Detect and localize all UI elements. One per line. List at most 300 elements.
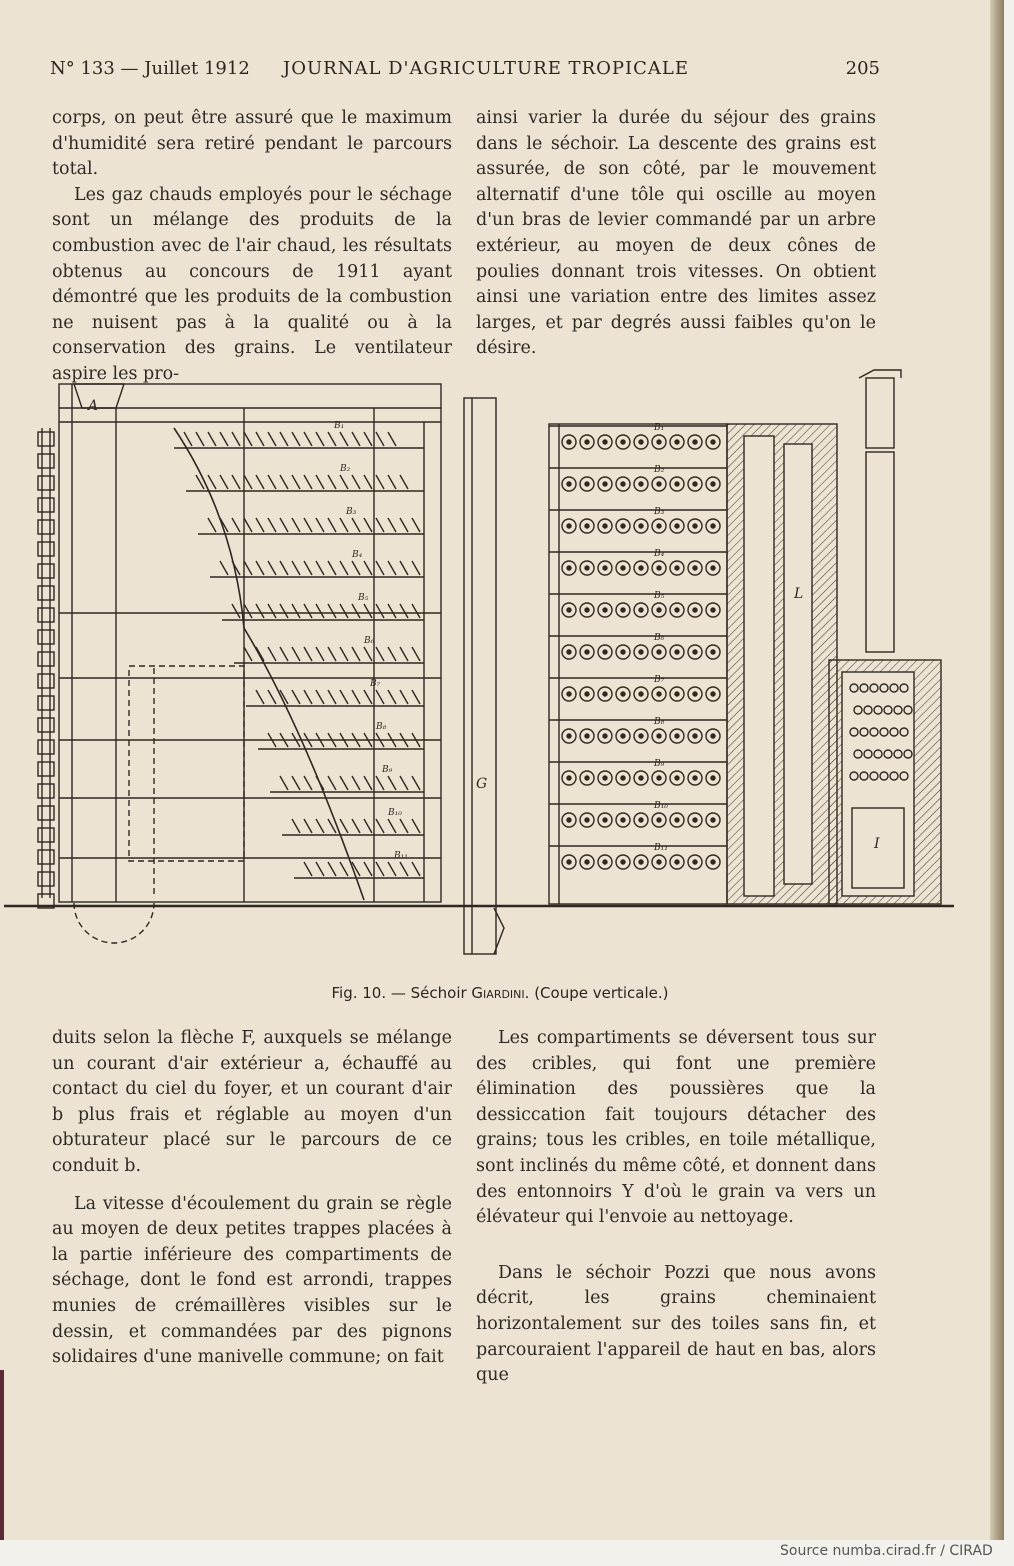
issue-date: N° 133 — Juillet 1912 — [50, 58, 250, 79]
baffle — [280, 776, 288, 790]
roller-axle — [603, 566, 607, 570]
baffle — [316, 475, 324, 489]
roller-axle — [675, 818, 679, 822]
roller-axle — [603, 608, 607, 612]
roller-axle — [603, 776, 607, 780]
baffle — [316, 518, 324, 532]
baffle — [232, 475, 240, 489]
roller-axle — [711, 650, 715, 654]
roller-axle — [603, 482, 607, 486]
roller-axle — [621, 734, 625, 738]
right-row-label: B₅ — [654, 591, 665, 601]
baffle — [292, 690, 300, 704]
roller-axle — [567, 650, 571, 654]
roller-axle — [585, 818, 589, 822]
roller-axle — [585, 692, 589, 696]
left-row-label: B₇ — [370, 679, 381, 689]
right-row-label: B₆ — [654, 633, 665, 643]
roller-axle — [657, 734, 661, 738]
binding-edge — [0, 1370, 4, 1540]
bottom-left-column — [52, 1026, 452, 1371]
right-row-label: B₂ — [654, 465, 665, 475]
roller-axle — [675, 776, 679, 780]
roller-axle — [621, 482, 625, 486]
chain-link — [38, 806, 54, 820]
roller-axle — [675, 860, 679, 864]
chain-link — [38, 520, 54, 534]
baffle — [256, 604, 264, 618]
roller-axle — [693, 482, 697, 486]
baffle — [316, 561, 324, 575]
left-row-label: B₉ — [382, 765, 393, 775]
left-row-label: B₃ — [346, 507, 357, 517]
baffle — [304, 604, 312, 618]
roller-axle — [639, 776, 643, 780]
baffle — [400, 819, 408, 833]
baffle — [376, 647, 384, 661]
baffle — [388, 647, 396, 661]
roller-axle — [567, 608, 571, 612]
left-row-label: B₁ — [334, 421, 345, 431]
top-left-column — [52, 106, 452, 388]
baffle — [220, 561, 228, 575]
roller-axle — [639, 524, 643, 528]
baffle — [244, 518, 252, 532]
roller-axle — [693, 608, 697, 612]
baffle — [244, 561, 252, 575]
baffle — [376, 862, 384, 876]
baffle — [244, 432, 252, 446]
baffle — [304, 561, 312, 575]
roller-axle — [603, 860, 607, 864]
left-row-label: B₄ — [352, 550, 363, 560]
roller-axle — [675, 692, 679, 696]
baffle — [316, 432, 324, 446]
roller-axle — [567, 818, 571, 822]
roller-axle — [639, 440, 643, 444]
baffle — [268, 475, 276, 489]
roller-axle — [639, 566, 643, 570]
left-row-label: B₁₁ — [394, 851, 408, 861]
baffle — [244, 475, 252, 489]
baffle — [304, 475, 312, 489]
baffle — [208, 432, 216, 446]
roller-axle — [675, 608, 679, 612]
baffle — [304, 647, 312, 661]
baffle — [328, 475, 336, 489]
baffle — [340, 475, 348, 489]
baffle — [196, 432, 204, 446]
baffle — [316, 862, 324, 876]
baffle — [316, 690, 324, 704]
running-header — [50, 58, 880, 88]
right-row-label: B₃ — [654, 507, 665, 517]
baffle — [376, 690, 384, 704]
baffle — [376, 604, 384, 618]
roller-axle — [585, 482, 589, 486]
baffle — [220, 475, 228, 489]
baffle — [316, 647, 324, 661]
roller-axle — [711, 734, 715, 738]
chain-link — [38, 498, 54, 512]
baffle — [340, 647, 348, 661]
roller-axle — [567, 440, 571, 444]
roller-axle — [585, 650, 589, 654]
baffle — [352, 776, 360, 790]
chain-link — [38, 476, 54, 490]
baffle — [376, 475, 384, 489]
caption-suffix: . (Coupe verticale.) — [524, 984, 669, 1002]
baffle — [340, 604, 348, 618]
chain-link — [38, 652, 54, 666]
caption-name: Giardini — [471, 984, 525, 1002]
left-row-label: B₅ — [358, 593, 369, 603]
baffle — [352, 518, 360, 532]
roller-axle — [657, 482, 661, 486]
paragraph: La vitesse d'écoulement du grain se règle au moyen de deux petites trappes placées à la partie inférieure des compartiments de séchage, dont le fond est arrondi, trappes munies de crémaillères visibles sur le dessin, et commandées par des pignons solidaires d'une manivelle commune; on fait — [52, 1193, 452, 1368]
left-row-label: B₁₀ — [388, 808, 402, 818]
baffle — [280, 475, 288, 489]
baffle — [400, 776, 408, 790]
chain-link — [38, 718, 54, 732]
roller-axle — [639, 734, 643, 738]
baffle — [340, 819, 348, 833]
chain-link — [38, 784, 54, 798]
baffle — [268, 604, 276, 618]
roller-axle — [639, 608, 643, 612]
chain-link — [38, 696, 54, 710]
roller-axle — [711, 440, 715, 444]
chain-link — [38, 564, 54, 578]
baffle — [400, 518, 408, 532]
baffle — [364, 862, 372, 876]
roller-axle — [711, 524, 715, 528]
roller-axle — [711, 608, 715, 612]
baffle — [256, 518, 264, 532]
roller-axle — [711, 566, 715, 570]
roller-axle — [657, 692, 661, 696]
baffle — [292, 776, 300, 790]
roller-axle — [585, 524, 589, 528]
baffle — [316, 604, 324, 618]
baffle — [304, 690, 312, 704]
left-row-label: B₆ — [364, 636, 375, 646]
chain-link — [38, 608, 54, 622]
roller-axle — [639, 482, 643, 486]
chain-link — [38, 850, 54, 864]
roller-axle — [675, 566, 679, 570]
baffle — [268, 647, 276, 661]
baffle — [412, 604, 420, 618]
baffle — [280, 561, 288, 575]
baffle — [328, 604, 336, 618]
baffle — [388, 518, 396, 532]
roller-axle — [567, 776, 571, 780]
page-number: 205 — [845, 58, 880, 79]
baffle — [268, 518, 276, 532]
baffle — [256, 432, 264, 446]
baffle — [364, 561, 372, 575]
top-right-column — [476, 106, 876, 362]
baffle — [256, 561, 264, 575]
roller-axle — [711, 860, 715, 864]
baffle — [292, 819, 300, 833]
roller-axle — [657, 860, 661, 864]
baffle — [352, 647, 360, 661]
label-g: G — [476, 776, 488, 792]
baffle — [256, 475, 264, 489]
paragraph: ainsi varier la durée du séjour des grains dans le séchoir. La descente des grains est assurée, de son côté, par le mouvement alternatif d'une tôle qui oscille au moyen d'un bras de levier commandé par un arbre extérieur, au moyen de deux cônes de poulies donnant trois vitesses. On obtient ainsi une variation entre des limites assez larges, et par degrés aussi faibles qu'on le désire. — [476, 108, 876, 359]
roller-axle — [711, 692, 715, 696]
roller-axle — [711, 818, 715, 822]
baffle — [376, 776, 384, 790]
figure-caption — [0, 984, 1000, 1002]
chain-link — [38, 432, 54, 446]
figure-dryer-vertical-section — [4, 368, 954, 968]
roller-axle — [567, 482, 571, 486]
roller-axle — [693, 566, 697, 570]
journal-title: JOURNAL D'AGRICULTURE TROPICALE — [283, 58, 689, 79]
roller-axle — [711, 482, 715, 486]
baffle — [412, 518, 420, 532]
chain-link — [38, 586, 54, 600]
right-row-label: B₁₀ — [654, 801, 668, 811]
paragraph: corps, on peut être assuré que le maximum d'humidité sera retiré pendant le parcours total. — [52, 108, 452, 180]
paragraph: duits selon la flèche F, auxquels se mélange un courant d'air extérieur a, échauffé au contact du ciel du foyer, et un courant d'air b plus frais et réglable au moyen d'un obturateur placé sur le parcours de ce conduit b. — [52, 1028, 452, 1176]
baffle — [376, 819, 384, 833]
baffle — [316, 819, 324, 833]
chain-link — [38, 740, 54, 754]
label-a: A — [88, 398, 99, 414]
baffle — [292, 475, 300, 489]
label-i: I — [874, 836, 880, 852]
baffle — [304, 432, 312, 446]
roller-axle — [711, 776, 715, 780]
roller-axle — [621, 818, 625, 822]
page-edge — [990, 0, 1004, 1540]
left-row-label: B₈ — [376, 722, 387, 732]
paragraph: Les gaz chauds employés pour le séchage sont un mélange des produits de la combustion avec de l'air chaud, les résultats obtenus au concours de 1911 ayant démontré que les produits de la combustion ne nuisent pas à la qualité ou à la conservation des grains. Le ventilateur aspire les pro- — [52, 184, 452, 384]
roller-axle — [621, 566, 625, 570]
roller-axle — [657, 566, 661, 570]
baffle — [388, 475, 396, 489]
baffle — [400, 475, 408, 489]
baffle — [292, 432, 300, 446]
baffle — [328, 518, 336, 532]
baffle — [304, 518, 312, 532]
baffle — [340, 862, 348, 876]
baffle — [280, 647, 288, 661]
right-row-label: B₁ — [654, 423, 665, 433]
roller-axle — [639, 692, 643, 696]
baffle — [244, 647, 252, 661]
baffle — [364, 518, 372, 532]
roller-axle — [621, 440, 625, 444]
chain-link — [38, 542, 54, 556]
roller-axle — [567, 734, 571, 738]
left-row-label: B₂ — [340, 464, 351, 474]
roller-axle — [603, 440, 607, 444]
baffle — [352, 561, 360, 575]
roller-axle — [675, 524, 679, 528]
roller-axle — [567, 566, 571, 570]
paragraph: Les compartiments se déversent tous sur des cribles, qui font une première élimination des poussières que la dessiccation fait toujours détacher des grains; tous les cribles, en toile métallique, sont inclinés du même côté, et donnent dans des entonnoirs Y d'où le grain va vers un élévateur qui l'envoie au nettoyage. — [476, 1028, 876, 1228]
right-row-label: B₇ — [654, 675, 665, 685]
baffle — [352, 819, 360, 833]
roller-axle — [675, 482, 679, 486]
chain-link — [38, 674, 54, 688]
baffle — [388, 776, 396, 790]
source-credit: Source numba.cirad.fr / CIRAD — [780, 1543, 993, 1559]
baffle — [268, 432, 276, 446]
baffle — [412, 862, 420, 876]
roller-axle — [585, 608, 589, 612]
baffle — [208, 518, 216, 532]
baffle — [292, 518, 300, 532]
baffle — [352, 475, 360, 489]
roller-axle — [639, 818, 643, 822]
baffle — [352, 604, 360, 618]
baffle — [328, 862, 336, 876]
baffle — [316, 776, 324, 790]
roller-axle — [693, 692, 697, 696]
baffle — [388, 690, 396, 704]
baffle — [280, 432, 288, 446]
roller-axle — [603, 818, 607, 822]
bottom-right-column — [476, 1026, 876, 1389]
baffle — [280, 604, 288, 618]
baffle — [232, 518, 240, 532]
baffle — [280, 518, 288, 532]
baffle — [220, 432, 228, 446]
right-row-label: B₈ — [654, 717, 665, 727]
roller-axle — [603, 692, 607, 696]
baffle — [376, 432, 384, 446]
baffle — [340, 432, 348, 446]
roller-axle — [603, 650, 607, 654]
baffle — [304, 819, 312, 833]
roller-axle — [621, 524, 625, 528]
baffle — [412, 561, 420, 575]
baffle — [364, 475, 372, 489]
roller-axle — [693, 440, 697, 444]
roller-axle — [657, 524, 661, 528]
baffle — [232, 432, 240, 446]
baffle — [328, 561, 336, 575]
baffle — [256, 690, 264, 704]
roller-axle — [621, 692, 625, 696]
baffle — [388, 561, 396, 575]
baffle — [352, 690, 360, 704]
baffle — [244, 604, 252, 618]
chain-link — [38, 454, 54, 468]
roller-axle — [693, 860, 697, 864]
baffle — [376, 518, 384, 532]
baffle — [328, 647, 336, 661]
baffle — [352, 432, 360, 446]
baffle — [268, 561, 276, 575]
baffle — [304, 862, 312, 876]
roller-axle — [621, 776, 625, 780]
roller-axle — [585, 440, 589, 444]
baffle — [388, 819, 396, 833]
baffle — [388, 862, 396, 876]
roller-axle — [675, 734, 679, 738]
roller-axle — [657, 608, 661, 612]
baffle — [400, 604, 408, 618]
roller-axle — [621, 650, 625, 654]
roller-axle — [693, 818, 697, 822]
baffle — [184, 432, 192, 446]
roller-axle — [603, 734, 607, 738]
baffle — [388, 432, 396, 446]
roller-axle — [693, 524, 697, 528]
roller-axle — [585, 734, 589, 738]
right-row-label: B₁₁ — [654, 843, 668, 853]
baffle — [340, 518, 348, 532]
baffle — [292, 561, 300, 575]
roller-axle — [621, 860, 625, 864]
baffle — [232, 604, 240, 618]
roller-axle — [621, 608, 625, 612]
baffle — [364, 776, 372, 790]
chain-link — [38, 872, 54, 886]
baffle — [328, 776, 336, 790]
baffle — [292, 647, 300, 661]
chain-link — [38, 828, 54, 842]
baffle — [400, 561, 408, 575]
roller-axle — [567, 860, 571, 864]
roller-axle — [693, 650, 697, 654]
baffle — [256, 647, 264, 661]
baffle — [412, 819, 420, 833]
paragraph: Dans le séchoir Pozzi que nous avons décrit, les grains cheminaient horizontalement sur des toiles sans fin, et parcouraient l'appareil de haut en bas, alors que — [476, 1262, 876, 1386]
baffle — [340, 561, 348, 575]
baffle — [376, 561, 384, 575]
baffle — [364, 690, 372, 704]
roller-axle — [585, 860, 589, 864]
roller-axle — [675, 440, 679, 444]
baffle — [412, 647, 420, 661]
roller-axle — [585, 776, 589, 780]
baffle — [304, 776, 312, 790]
roller-axle — [639, 650, 643, 654]
baffle — [412, 690, 420, 704]
baffle — [412, 776, 420, 790]
roller-axle — [567, 524, 571, 528]
roller-axle — [675, 650, 679, 654]
roller-axle — [567, 692, 571, 696]
roller-axle — [603, 524, 607, 528]
roller-axle — [657, 818, 661, 822]
roller-axle — [657, 650, 661, 654]
roller-axle — [657, 776, 661, 780]
chain-link — [38, 762, 54, 776]
baffle — [400, 647, 408, 661]
baffle — [400, 690, 408, 704]
roller-axle — [657, 440, 661, 444]
right-row-label: B₄ — [654, 549, 665, 559]
baffle — [328, 690, 336, 704]
right-row-label: B₉ — [654, 759, 665, 769]
roller-axle — [693, 734, 697, 738]
baffle — [364, 647, 372, 661]
roller-axle — [585, 566, 589, 570]
baffle — [340, 776, 348, 790]
label-l: L — [794, 586, 804, 602]
baffle — [364, 432, 372, 446]
baffle — [340, 690, 348, 704]
